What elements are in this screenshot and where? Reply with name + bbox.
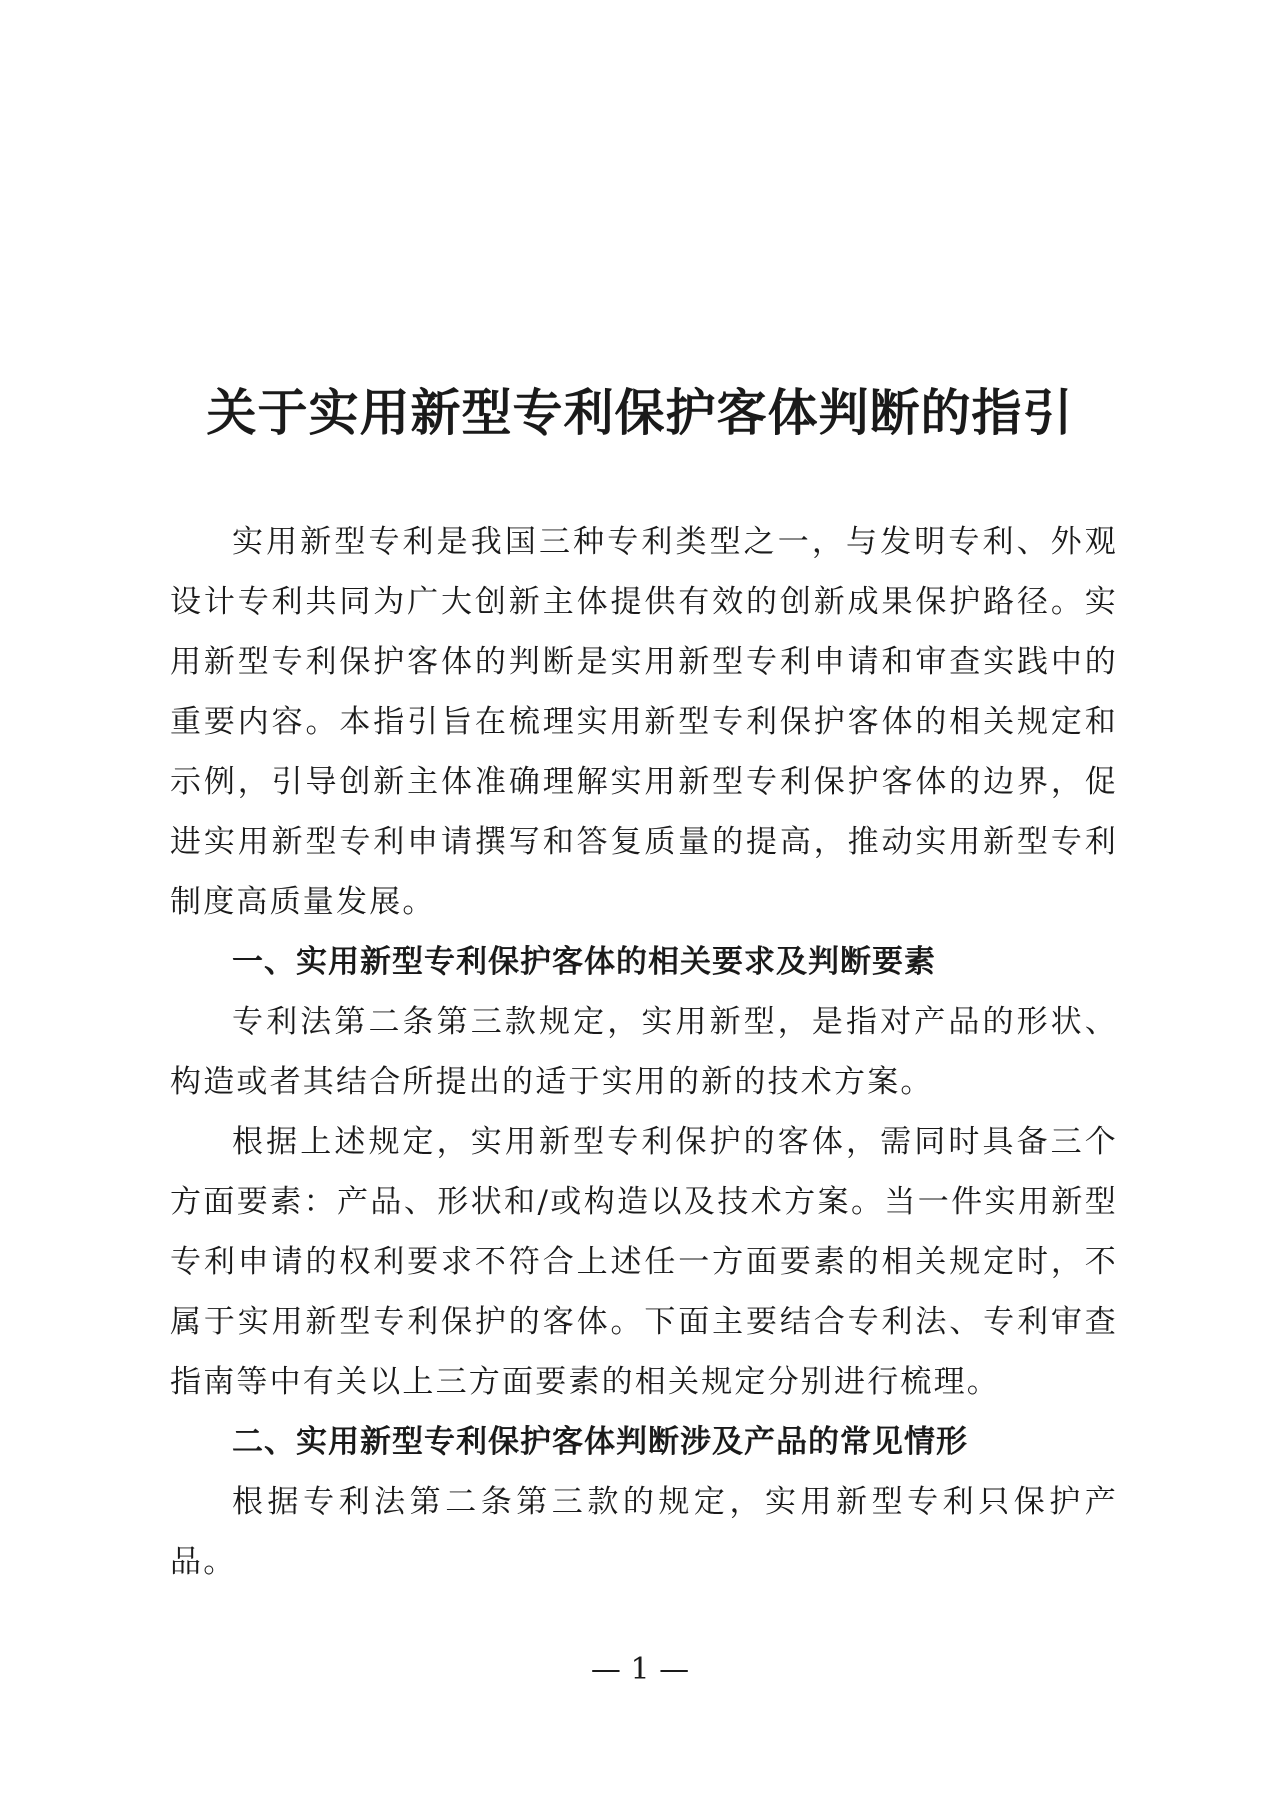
section-heading-1: 一、实用新型专利保护客体的相关要求及判断要素 <box>232 944 936 980</box>
intro-paragraph: 实用新型专利是我国三种专利类型之一，与发明专利、外观设计专利共同为广大创新主体提供有效的创新成果保护路径。实用新型专利保护客体的判断是实用新型专利申请和审查实践中的重要内容。本指引旨在梳理实用新型专利保护客体的相关规定和示例，引导创新主体准确理解实用新型专利保护客体的边界，促进实用新型专利申请撰写和答复质量的提高，推动实用新型专利制度高质量发展。 <box>170 524 1118 920</box>
paragraph-law-provision: 专利法第二条第三款规定，实用新型，是指对产品的形状、构造或者其结合所提出的适于实用的新的技术方案。 <box>170 1004 1118 1100</box>
section-heading-2: 二、实用新型专利保护客体判断涉及产品的常见情形 <box>232 1424 968 1460</box>
document-title: 关于实用新型专利保护客体判断的指引 <box>206 384 1074 442</box>
paragraph-three-elements: 根据上述规定，实用新型专利保护的客体，需同时具备三个方面要素：产品、形状和/或构造以及技术方案。当一件实用新型专利申请的权利要求不符合上述任一方面要素的相关规定时，不属于实用新型专利保护的客体。下面主要结合专利法、专利审查指南等中有关以上三方面要素的相关规定分别进行梳理。 <box>170 1124 1118 1400</box>
page-number: — 1 — <box>590 1652 690 1687</box>
document-body <box>170 512 1118 1592</box>
paragraph-product-only: 根据专利法第二条第三款的规定，实用新型专利只保护产品。 <box>170 1484 1118 1580</box>
